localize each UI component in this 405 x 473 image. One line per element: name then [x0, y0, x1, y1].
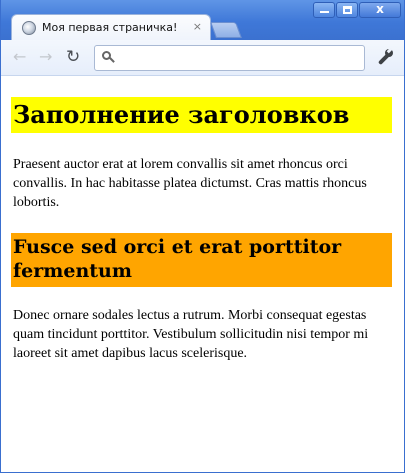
close-icon: x	[376, 2, 384, 16]
window-close-button[interactable]	[359, 2, 401, 18]
address-bar[interactable]	[94, 45, 365, 71]
browser-toolbar	[1, 40, 405, 76]
reload-button[interactable]: ↻	[66, 47, 81, 67]
paragraph-2: Donec ornare sodales lectus a rutrum. Morbi consequat egestas quam tincidunt porttitor. Vestibulum sollicitudin nisi tempor mi laoreet sit amet dapibus lacus scelerisque.	[13, 308, 369, 361]
heading-2: Fusce sed orci et erat porttitor fermentum	[11, 233, 392, 287]
heading-1: Заполнение заголовков	[11, 97, 392, 133]
minimize-icon	[314, 3, 334, 17]
new-tab-button[interactable]	[210, 22, 242, 38]
back-button[interactable]: ←	[13, 47, 27, 66]
tab-close-icon[interactable]: ×	[192, 20, 202, 33]
maximize-icon	[337, 3, 357, 17]
paragraph-1: Praesent auctor erat at lorem convallis sit amet rhoncus orci convallis. In hac habitasse platea dictumst. Cras mattis rhoncus lobortis.	[13, 157, 367, 210]
address-input[interactable]	[121, 49, 361, 69]
wrench-icon[interactable]	[375, 49, 393, 67]
title-bar	[1, 0, 405, 40]
page-content	[1, 77, 404, 472]
page-favicon-icon	[22, 21, 36, 35]
window-maximize-button[interactable]	[336, 2, 358, 18]
forward-button[interactable]: →	[39, 47, 53, 66]
tab-title: Моя первая страничка!	[42, 21, 178, 34]
window-minimize-button[interactable]	[313, 2, 335, 18]
